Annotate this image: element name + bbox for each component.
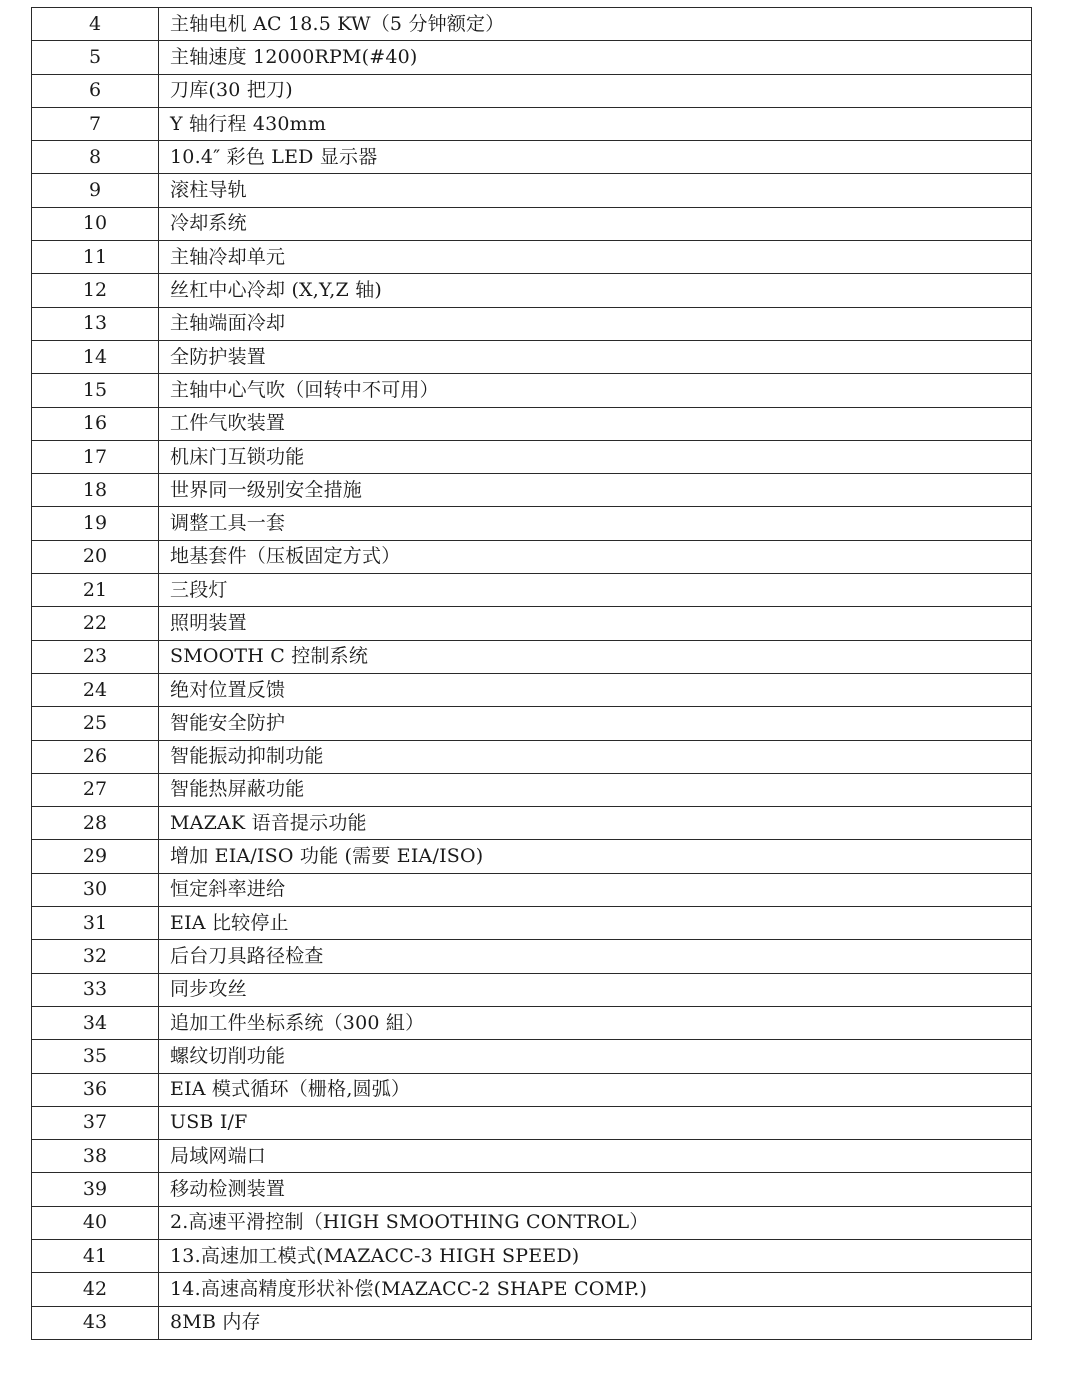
item-number-cell: 36 — [32, 1073, 159, 1106]
item-description-cell: 13.高速加工模式(MAZACC-3 HIGH SPEED) — [159, 1239, 1032, 1272]
item-description-cell: 冷却系统 — [159, 207, 1032, 240]
item-number-cell: 15 — [32, 374, 159, 407]
item-description-cell: 智能安全防护 — [159, 707, 1032, 740]
table-row — [32, 307, 1032, 340]
item-number-cell: 17 — [32, 440, 159, 473]
item-number-cell: 23 — [32, 640, 159, 673]
table-row — [32, 507, 1032, 540]
table-row — [32, 374, 1032, 407]
table-row — [32, 940, 1032, 973]
table-row — [32, 973, 1032, 1006]
item-number-cell: 40 — [32, 1206, 159, 1239]
item-description-cell: 同步攻丝 — [159, 973, 1032, 1006]
item-number-cell: 13 — [32, 307, 159, 340]
item-description-cell: 主轴电机 AC 18.5 KW（5 分钟额定） — [159, 8, 1032, 41]
item-description-cell: 追加工件坐标系统（300 組） — [159, 1006, 1032, 1039]
table-row — [32, 807, 1032, 840]
item-number-cell: 43 — [32, 1306, 159, 1339]
item-description-cell: 地基套件（压板固定方式） — [159, 540, 1032, 573]
item-description-cell: 智能振动抑制功能 — [159, 740, 1032, 773]
table-row — [32, 407, 1032, 440]
item-description-cell: EIA 模式循环（栅格,圆弧） — [159, 1073, 1032, 1106]
spec-table-body — [32, 8, 1032, 1340]
item-description-cell: 后台刀具路径检查 — [159, 940, 1032, 973]
table-row — [32, 74, 1032, 107]
table-row — [32, 574, 1032, 607]
item-description-cell: MAZAK 语音提示功能 — [159, 807, 1032, 840]
item-number-cell: 20 — [32, 540, 159, 573]
table-row — [32, 1073, 1032, 1106]
item-description-cell: 恒定斜率进给 — [159, 873, 1032, 906]
table-row — [32, 707, 1032, 740]
table-row — [32, 174, 1032, 207]
item-description-cell: 主轴冷却单元 — [159, 241, 1032, 274]
item-description-cell: 8MB 内存 — [159, 1306, 1032, 1339]
item-description-cell: 三段灯 — [159, 574, 1032, 607]
item-number-cell: 31 — [32, 907, 159, 940]
item-number-cell: 21 — [32, 574, 159, 607]
item-number-cell: 11 — [32, 241, 159, 274]
table-row — [32, 141, 1032, 174]
item-number-cell: 37 — [32, 1106, 159, 1139]
item-number-cell: 35 — [32, 1040, 159, 1073]
item-number-cell: 27 — [32, 773, 159, 806]
item-description-cell: 绝对位置反馈 — [159, 673, 1032, 706]
item-description-cell: SMOOTH C 控制系统 — [159, 640, 1032, 673]
table-row — [32, 540, 1032, 573]
item-description-cell: 滚柱导轨 — [159, 174, 1032, 207]
item-description-cell: EIA 比较停止 — [159, 907, 1032, 940]
item-description-cell: 工件气吹装置 — [159, 407, 1032, 440]
item-number-cell: 38 — [32, 1140, 159, 1173]
item-description-cell: 螺纹切削功能 — [159, 1040, 1032, 1073]
item-description-cell: 丝杠中心冷却 (X,Y,Z 轴) — [159, 274, 1032, 307]
item-description-cell: 机床门互锁功能 — [159, 440, 1032, 473]
item-description-cell: 增加 EIA/ISO 功能 (需要 EIA/ISO) — [159, 840, 1032, 873]
table-row — [32, 1239, 1032, 1272]
table-row — [32, 1173, 1032, 1206]
item-description-cell: 局域网端口 — [159, 1140, 1032, 1173]
item-description-cell: 14.高速高精度形状补偿(MAZACC-2 SHAPE COMP.) — [159, 1273, 1032, 1306]
table-row — [32, 107, 1032, 140]
table-row — [32, 1040, 1032, 1073]
table-row — [32, 41, 1032, 74]
item-number-cell: 32 — [32, 940, 159, 973]
item-number-cell: 22 — [32, 607, 159, 640]
table-row — [32, 241, 1032, 274]
table-row — [32, 1140, 1032, 1173]
item-description-cell: 主轴速度 12000RPM(#40) — [159, 41, 1032, 74]
item-description-cell: 调整工具一套 — [159, 507, 1032, 540]
item-number-cell: 8 — [32, 141, 159, 174]
table-row — [32, 907, 1032, 940]
item-description-cell: 刀库(30 把刀) — [159, 74, 1032, 107]
item-description-cell: 主轴中心气吹（回转中不可用） — [159, 374, 1032, 407]
table-row — [32, 673, 1032, 706]
item-number-cell: 5 — [32, 41, 159, 74]
item-number-cell: 41 — [32, 1239, 159, 1272]
item-number-cell: 16 — [32, 407, 159, 440]
table-row — [32, 274, 1032, 307]
item-number-cell: 6 — [32, 74, 159, 107]
table-row — [32, 740, 1032, 773]
item-description-cell: 10.4″ 彩色 LED 显示器 — [159, 141, 1032, 174]
table-row — [32, 1306, 1032, 1339]
item-description-cell: 智能热屏蔽功能 — [159, 773, 1032, 806]
table-row — [32, 1006, 1032, 1039]
item-number-cell: 42 — [32, 1273, 159, 1306]
item-description-cell: USB I/F — [159, 1106, 1032, 1139]
item-number-cell: 39 — [32, 1173, 159, 1206]
table-row — [32, 607, 1032, 640]
item-number-cell: 14 — [32, 340, 159, 373]
table-row — [32, 1206, 1032, 1239]
item-number-cell: 7 — [32, 107, 159, 140]
item-number-cell: 28 — [32, 807, 159, 840]
item-description-cell: 全防护装置 — [159, 340, 1032, 373]
item-number-cell: 10 — [32, 207, 159, 240]
item-number-cell: 29 — [32, 840, 159, 873]
spec-table — [31, 7, 1032, 1340]
item-number-cell: 30 — [32, 873, 159, 906]
table-row — [32, 1106, 1032, 1139]
item-number-cell: 12 — [32, 274, 159, 307]
table-row — [32, 340, 1032, 373]
item-description-cell: 照明装置 — [159, 607, 1032, 640]
item-number-cell: 19 — [32, 507, 159, 540]
item-number-cell: 34 — [32, 1006, 159, 1039]
table-row — [32, 1273, 1032, 1306]
item-description-cell: 主轴端面冷却 — [159, 307, 1032, 340]
item-description-cell: 移动检测装置 — [159, 1173, 1032, 1206]
table-row — [32, 207, 1032, 240]
item-number-cell: 4 — [32, 8, 159, 41]
item-number-cell: 33 — [32, 973, 159, 1006]
item-description-cell: Y 轴行程 430mm — [159, 107, 1032, 140]
table-row — [32, 773, 1032, 806]
item-number-cell: 26 — [32, 740, 159, 773]
item-description-cell: 2.高速平滑控制（HIGH SMOOTHING CONTROL） — [159, 1206, 1032, 1239]
item-number-cell: 24 — [32, 673, 159, 706]
table-row — [32, 840, 1032, 873]
item-description-cell: 世界同一级别安全措施 — [159, 474, 1032, 507]
table-row — [32, 8, 1032, 41]
item-number-cell: 9 — [32, 174, 159, 207]
item-number-cell: 18 — [32, 474, 159, 507]
item-number-cell: 25 — [32, 707, 159, 740]
table-row — [32, 873, 1032, 906]
table-row — [32, 640, 1032, 673]
table-row — [32, 474, 1032, 507]
table-row — [32, 440, 1032, 473]
